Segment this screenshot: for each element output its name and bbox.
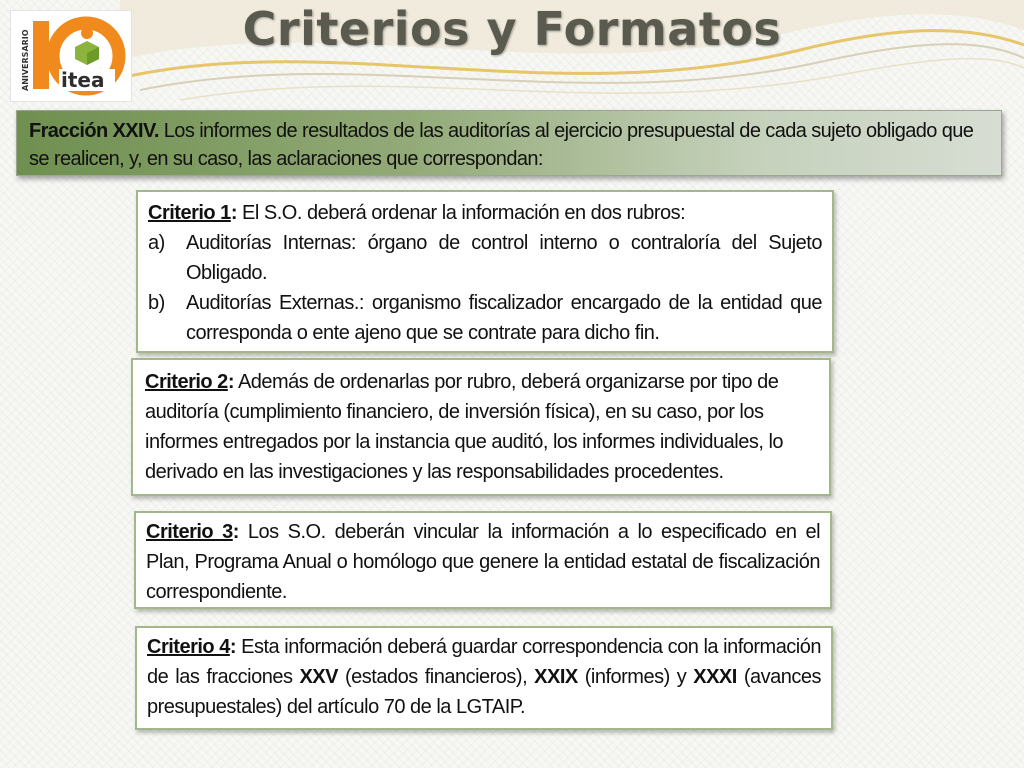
fraccion-banner (16, 110, 1002, 176)
fraccion-text: Los informes de resultados de las auditorías al ejercicio presupuestal de cada sujeto obligado que se realicen, y, en su caso, las aclaraciones que correspondan: (29, 120, 974, 170)
list-item (148, 228, 822, 288)
criterio-4-text-c: (informes) y (577, 666, 694, 688)
criterio-3-label: Criterio 3 (146, 521, 233, 543)
criterio-2-text: Además de ordenarlas por rubro, deberá organizarse por tipo de auditoría (cumplimiento financiero, de inversión física), en su caso, por los informes entregados por la instancia que auditó, los informes individuales, lo derivado en las investigaciones y las responsabilidades procedentes. (145, 371, 784, 483)
logo-anniversary-text: ANIVERSARIO (21, 29, 30, 91)
criterio-2-card: Criterio 2: Además de ordenarlas por rubro, deberá organizarse por tipo de auditoría (cumplimiento financiero, de inversión física), en su caso, por los informes entregados por la instancia que auditó, los informes individuales, lo derivado en las investigaciones y las responsabilidades procedentes. (131, 358, 831, 496)
criterio-1-intro: Criterio 1: El S.O. deberá ordenar la información en dos rubros: (148, 202, 686, 224)
criterio-1-list (148, 228, 822, 348)
page-title: Criterios y Formatos (242, 2, 782, 56)
criterio-4-label: Criterio 4 (147, 636, 230, 658)
list-marker: b) (148, 292, 165, 314)
fraccion-xxv: XXV (299, 666, 338, 688)
criterio-1-card (136, 190, 834, 353)
list-item-text: Auditorías Internas: órgano de control interno o contraloría del Sujeto Obligado. (186, 232, 822, 284)
criterio-1-intro-text: El S.O. deberá ordenar la información en dos rubros: (242, 202, 686, 224)
criterio-4-text-d: (avances presupuestales) del artículo 70 de la LGTAIP. (147, 666, 821, 718)
fraccion-xxix: XXIX (534, 666, 578, 688)
list-item-text: Auditorías Externas.: organismo fiscalizador encargado de la entidad que corresponda o ente ajeno que se contrate para dicho fin. (186, 292, 822, 344)
criterio-2-label: Criterio 2 (145, 371, 228, 393)
criterio-4-text-b: (estados financieros), (338, 666, 535, 688)
logo-word: itea (61, 68, 105, 92)
list-marker: a) (148, 232, 165, 254)
list-item (148, 288, 822, 348)
criterio-4-text-a: Esta información deberá guardar correspondencia con la información de las fracciones (147, 636, 822, 688)
criterio-1-label: Criterio 1 (148, 202, 231, 224)
fraccion-xxxi: XXXI (693, 666, 737, 688)
criterio-4-card: Criterio 4: Esta información deberá guardar correspondencia con la información de las fracciones XXV (estados financieros), XXIX (informes) y XXXI (avances presupuestales) del artículo 70 de la LGTAIP. (135, 626, 833, 730)
criterio-3-card: Criterio 3: Los S.O. deberán vincular la información a lo especificado en el Plan, Programa Anual o homólogo que genere la entidad estatal de fiscalización correspondiente. (134, 511, 832, 609)
criterio-3-text: Los S.O. deberán vincular la información a lo especificado en el Plan, Programa Anual o homólogo que genere la entidad estatal de fiscalización correspondiente. (146, 521, 821, 603)
fraccion-label: Fracción XXIV. (29, 120, 159, 142)
